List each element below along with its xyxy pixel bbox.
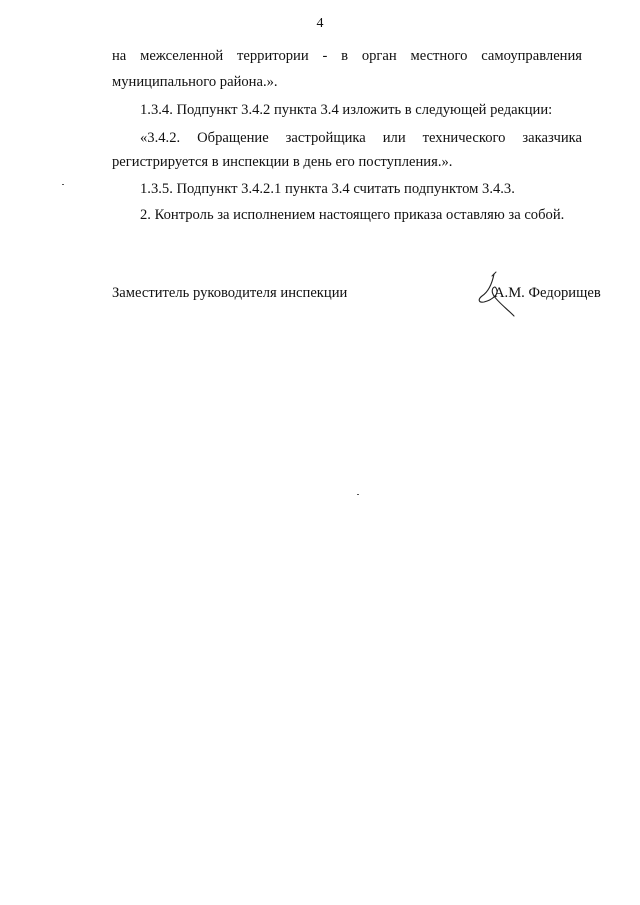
paragraph-line-7: 2. Контроль за исполнением настоящего приказа оставляю за собой. (140, 207, 565, 223)
word: заказчика (522, 130, 582, 146)
word: межселенной (140, 48, 224, 64)
word: или (382, 130, 406, 146)
paragraph-line-5: регистрируется в инспекции в день его поступления.». (112, 154, 453, 170)
scan-speck (62, 184, 64, 185)
signatory-title: Заместитель руководителя инспекции (112, 285, 348, 301)
word: застройщика (285, 130, 366, 146)
paragraph-line-4 (140, 129, 582, 147)
page-number: 4 (316, 16, 324, 31)
signatory-name: А.М. Федорищев (494, 285, 601, 301)
scan-speck (357, 494, 359, 495)
word: - (322, 48, 328, 64)
paragraph-line-3: 1.3.4. Подпункт 3.4.2 пункта 3.4 изложить в следующей редакции: (140, 102, 553, 118)
word: в (341, 48, 349, 64)
paragraph-line-1 (112, 47, 582, 65)
paragraph-line-6: 1.3.5. Подпункт 3.4.2.1 пункта 3.4 считать подпунктом 3.4.3. (140, 181, 515, 197)
word: самоуправления (481, 48, 582, 64)
word: территории (237, 48, 309, 64)
paragraph-line-2: муниципального района.». (112, 74, 278, 90)
word: технического (422, 130, 506, 146)
word: Обращение (197, 130, 269, 146)
word: местного (410, 48, 468, 64)
word: «3.4.2. (140, 130, 181, 146)
word: на (112, 48, 127, 64)
word: орган (361, 48, 397, 64)
